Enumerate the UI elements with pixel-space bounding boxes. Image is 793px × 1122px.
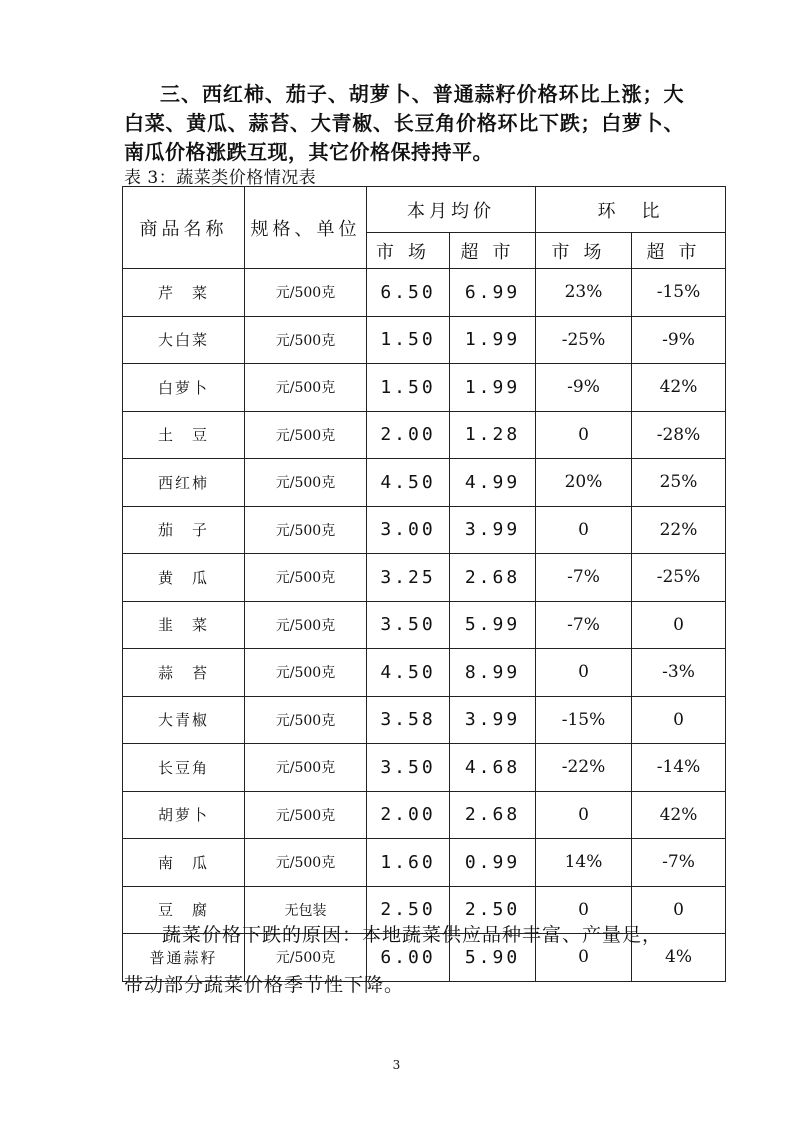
- supermarket-price: 5.90: [450, 934, 536, 982]
- market-price: 2.00: [367, 791, 450, 839]
- product-name: 胡萝卜: [123, 791, 245, 839]
- product-name: 大青椒: [123, 696, 245, 744]
- table-row: [123, 744, 726, 792]
- market-change: -9%: [536, 364, 632, 412]
- table-row: [123, 506, 726, 554]
- supermarket-price: 5.99: [450, 601, 536, 649]
- supermarket-price: 8.99: [450, 649, 536, 697]
- market-price: 4.50: [367, 649, 450, 697]
- market-price: 2.50: [367, 886, 450, 934]
- table-row: [123, 839, 726, 887]
- product-unit: 元/500克: [245, 696, 367, 744]
- supermarket-change: -3%: [632, 649, 726, 697]
- supermarket-price: 4.99: [450, 459, 536, 507]
- product-unit: 元/500克: [245, 316, 367, 364]
- supermarket-price: 2.68: [450, 554, 536, 602]
- table-row: [123, 269, 726, 317]
- market-change: 0: [536, 649, 632, 697]
- market-change: 0: [536, 506, 632, 554]
- supermarket-price: 3.99: [450, 696, 536, 744]
- market-change: -22%: [536, 744, 632, 792]
- product-name: 芹 菜: [123, 269, 245, 317]
- market-change: -15%: [536, 696, 632, 744]
- product-name: 土 豆: [123, 411, 245, 459]
- supermarket-price: 3.99: [450, 506, 536, 554]
- supermarket-price: 1.99: [450, 364, 536, 412]
- market-price: 4.50: [367, 459, 450, 507]
- header-mom-supermarket: 超市: [632, 233, 726, 269]
- market-change: 20%: [536, 459, 632, 507]
- product-unit: 元/500克: [245, 649, 367, 697]
- header-avg-market: 市场: [367, 233, 450, 269]
- product-unit: 元/500克: [245, 554, 367, 602]
- table-row: [123, 364, 726, 412]
- supermarket-price: 1.99: [450, 316, 536, 364]
- market-price: 3.25: [367, 554, 450, 602]
- supermarket-price: 0.99: [450, 839, 536, 887]
- supermarket-change: -28%: [632, 411, 726, 459]
- supermarket-change: -9%: [632, 316, 726, 364]
- market-change: 14%: [536, 839, 632, 887]
- table-row: [123, 459, 726, 507]
- product-name: 普通蒜籽: [123, 934, 245, 982]
- table-row: [123, 791, 726, 839]
- supermarket-change: -15%: [632, 269, 726, 317]
- market-change: 0: [536, 791, 632, 839]
- market-price: 3.50: [367, 744, 450, 792]
- section-heading: 三、西红柿、茄子、胡萝卜、普通蒜籽价格环比上涨；大白菜、黄瓜、蒜苔、大青椒、长豆角价格环比下跌；白萝卜、南瓜价格涨跌互现，其它价格保持持平。: [124, 82, 684, 164]
- reason-line-1: 蔬菜价格下跌的原因：本地蔬菜供应品种丰富、产量足，: [162, 924, 663, 946]
- supermarket-price: 2.50: [450, 886, 536, 934]
- header-mom-market: 市场: [536, 233, 632, 269]
- header-month-on-month: 环 比: [536, 187, 726, 233]
- table-row: [123, 601, 726, 649]
- supermarket-change: 4%: [632, 934, 726, 982]
- market-price: 3.58: [367, 696, 450, 744]
- header-monthly-average: 本月均价: [367, 187, 536, 233]
- table-row: [123, 649, 726, 697]
- product-unit: 元/500克: [245, 506, 367, 554]
- market-price: 1.50: [367, 316, 450, 364]
- market-price: 1.60: [367, 839, 450, 887]
- table-row: [123, 411, 726, 459]
- supermarket-change: 25%: [632, 459, 726, 507]
- product-unit: 元/500克: [245, 839, 367, 887]
- reason-paragraph: [124, 910, 704, 1010]
- market-price: 3.50: [367, 601, 450, 649]
- supermarket-change: 0: [632, 696, 726, 744]
- product-name: 大白菜: [123, 316, 245, 364]
- product-unit: 元/500克: [245, 459, 367, 507]
- supermarket-change: 42%: [632, 364, 726, 412]
- supermarket-change: 42%: [632, 791, 726, 839]
- product-unit: 元/500克: [245, 934, 367, 982]
- product-name: 茄 子: [123, 506, 245, 554]
- product-name: 豆 腐: [123, 886, 245, 934]
- product-unit: 元/500克: [245, 364, 367, 412]
- market-price: 3.00: [367, 506, 450, 554]
- supermarket-price: 1.28: [450, 411, 536, 459]
- market-change: -7%: [536, 554, 632, 602]
- header-avg-supermarket: 超市: [450, 233, 536, 269]
- product-unit: 元/500克: [245, 601, 367, 649]
- market-change: 23%: [536, 269, 632, 317]
- vegetable-price-table: [122, 186, 726, 982]
- page-number: 3: [392, 1058, 401, 1072]
- product-unit: 元/500克: [245, 791, 367, 839]
- market-change: -7%: [536, 601, 632, 649]
- market-change: 0: [536, 934, 632, 982]
- market-change: -25%: [536, 316, 632, 364]
- supermarket-change: 0: [632, 886, 726, 934]
- product-name: 蒜 苔: [123, 649, 245, 697]
- supermarket-change: -14%: [632, 744, 726, 792]
- supermarket-price: 4.68: [450, 744, 536, 792]
- table-row: [123, 554, 726, 602]
- product-unit: 元/500克: [245, 411, 367, 459]
- market-price: 1.50: [367, 364, 450, 412]
- product-name: 白萝卜: [123, 364, 245, 412]
- market-price: 6.00: [367, 934, 450, 982]
- supermarket-change: 0: [632, 601, 726, 649]
- market-change: 0: [536, 886, 632, 934]
- table-caption: 表 3：蔬菜类价格情况表: [124, 168, 317, 188]
- market-change: 0: [536, 411, 632, 459]
- market-price: 6.50: [367, 269, 450, 317]
- product-name: 西红柿: [123, 459, 245, 507]
- reason-line-2: 带动部分蔬菜价格季节性下降。: [124, 974, 405, 996]
- table-row: [123, 696, 726, 744]
- supermarket-change: 22%: [632, 506, 726, 554]
- product-unit: 元/500克: [245, 744, 367, 792]
- supermarket-change: -7%: [632, 839, 726, 887]
- supermarket-price: 6.99: [450, 269, 536, 317]
- market-price: 2.00: [367, 411, 450, 459]
- product-name: 韭 菜: [123, 601, 245, 649]
- supermarket-change: -25%: [632, 554, 726, 602]
- product-name: 黄 瓜: [123, 554, 245, 602]
- table-row: [123, 316, 726, 364]
- header-product-name: 商品名称: [123, 187, 245, 269]
- header-unit: 规格、单位: [245, 187, 367, 269]
- product-unit: 元/500克: [245, 269, 367, 317]
- product-name: 长豆角: [123, 744, 245, 792]
- product-unit: 无包装: [245, 886, 367, 934]
- supermarket-price: 2.68: [450, 791, 536, 839]
- product-name: 南 瓜: [123, 839, 245, 887]
